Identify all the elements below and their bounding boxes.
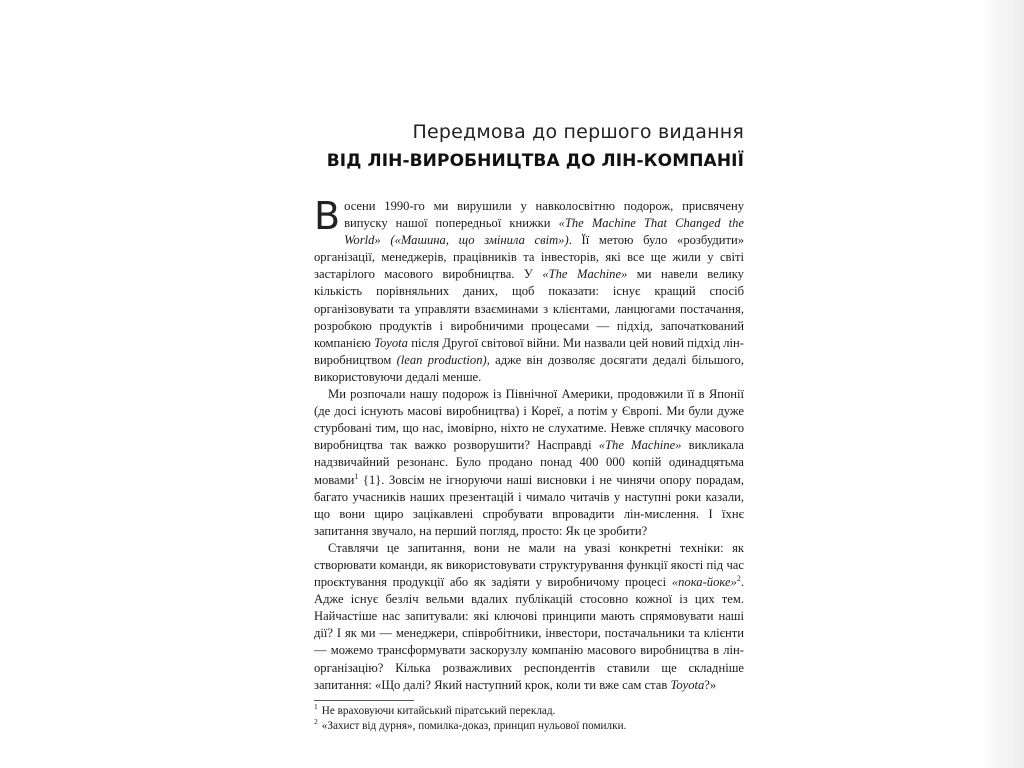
footnote-divider bbox=[314, 700, 414, 701]
text-run: . Адже існує безліч вельми вдалих публікацій стосовно кожної із цих тем. Найчастіше нас запитували: які ключові принципи мають спрямовувати наші дії? І як ми — менеджери, співробітники, інвестори, постачальники та клієнти — можемо трансформувати заскорузлу компанію масового виробництва в лін-організацію? Кілька розважливих респондентів ставили ще складніше запитання: «Що далі? Який наступний крок, коли ти вже сам став bbox=[314, 575, 744, 692]
text-run: Ставлячи це запитання, вони не мали на увазі конкретні техніки: як створювати команди, як використовувати структурування функції якості під час проєктування продукції або як задіяти у виробничому процесі bbox=[314, 540, 744, 590]
paragraph-2 bbox=[314, 386, 744, 540]
text-run: , адже він дозволяє досягати дедалі більшого, використовуючи дедалі менше. bbox=[314, 352, 744, 384]
italic-term: «пока-йоке» bbox=[671, 575, 737, 590]
footnote-ref[interactable]: 1 bbox=[354, 471, 359, 481]
text-run: викликала надзвичайний резонанс. Було продано понад 400 000 копій одинадцятьма мовами bbox=[314, 438, 744, 487]
chapter-body bbox=[314, 194, 745, 694]
footnote-list bbox=[314, 701, 744, 734]
scan-page-edge bbox=[982, 0, 1024, 768]
footnote bbox=[314, 701, 744, 719]
drop-cap: В bbox=[314, 194, 341, 238]
text-run: ?» bbox=[704, 677, 717, 692]
text-run: . Її метою було «розбудити» організації, менеджерів, працівників та інвесторів, які все ще жили у світі застарілого масового виробництва. У bbox=[314, 233, 745, 282]
footnote-text: «Захист від дурня», помилка-доказ, принцип нульової помилки. bbox=[321, 719, 627, 732]
italic-title: («Машина, що змінила світ») bbox=[390, 233, 569, 248]
footnote-mark: 1 bbox=[314, 701, 318, 711]
italic-title: «The Machine» bbox=[542, 267, 628, 282]
italic-company: Toyota bbox=[670, 677, 705, 692]
italic-company: Toyota bbox=[374, 335, 408, 350]
footnote-ref[interactable]: 2 bbox=[736, 573, 741, 583]
footnote-text: Не враховуючи китайський піратський переклад. bbox=[321, 704, 556, 717]
italic-title: «The Machine» bbox=[598, 438, 682, 453]
footnote-mark: 2 bbox=[314, 716, 318, 726]
footnote bbox=[314, 716, 744, 734]
text-run: осени 1990-го ми вирушили у навколосвітню подорож, присвячену випуску нашої попередньої книжки bbox=[344, 199, 744, 231]
italic-term: (lean production) bbox=[396, 352, 487, 367]
chapter-title: ВІД ЛІН-ВИРОБНИЦТВА ДО ЛІН-КОМПАНІЇ bbox=[326, 151, 744, 171]
text-run: {1}. Зовсім не ігноруючи наші висновки і не чинячи опору порадам, багато учасників наших презентацій і чимало читачів у наступні роки казали, що вони щиро зацікавлені спробувати впровадити лін-мислення. І їхнє запитання звучало, на перший погляд, просто: Як це зробити? bbox=[314, 472, 744, 538]
paragraph-1 bbox=[314, 194, 745, 386]
book-page bbox=[314, 120, 744, 740]
text-run: Ми розпочали нашу подорож із Північної Америки, продовжили її в Японії (де досі існують масові виробництва) і Кореї, а потім у Європі. Ми були дуже стурбовані тим, що нас, імовірно, ніхто не слухатиме. Невже сплячку масового виробництва так важко розворушити? Насправді bbox=[314, 387, 744, 453]
text-run: після Другої світової війни. Ми назвали цей новий підхід лін-виробництвом bbox=[314, 335, 744, 367]
text-run: ми навели велику кількість порівняльних даних, щоб показати: існує кращий спосіб організовувати та управляти взаєминами з клієнтами, ланцюгами постачання, розробкою продуктів і виробничими процесами — підхід, започаткований компанією bbox=[314, 267, 744, 350]
chapter-subtitle: Передмова до першого видання bbox=[412, 121, 744, 143]
italic-title: «The Machine That Changed the World» bbox=[344, 216, 744, 248]
paragraph-3 bbox=[314, 540, 744, 694]
text-run bbox=[381, 233, 391, 247]
